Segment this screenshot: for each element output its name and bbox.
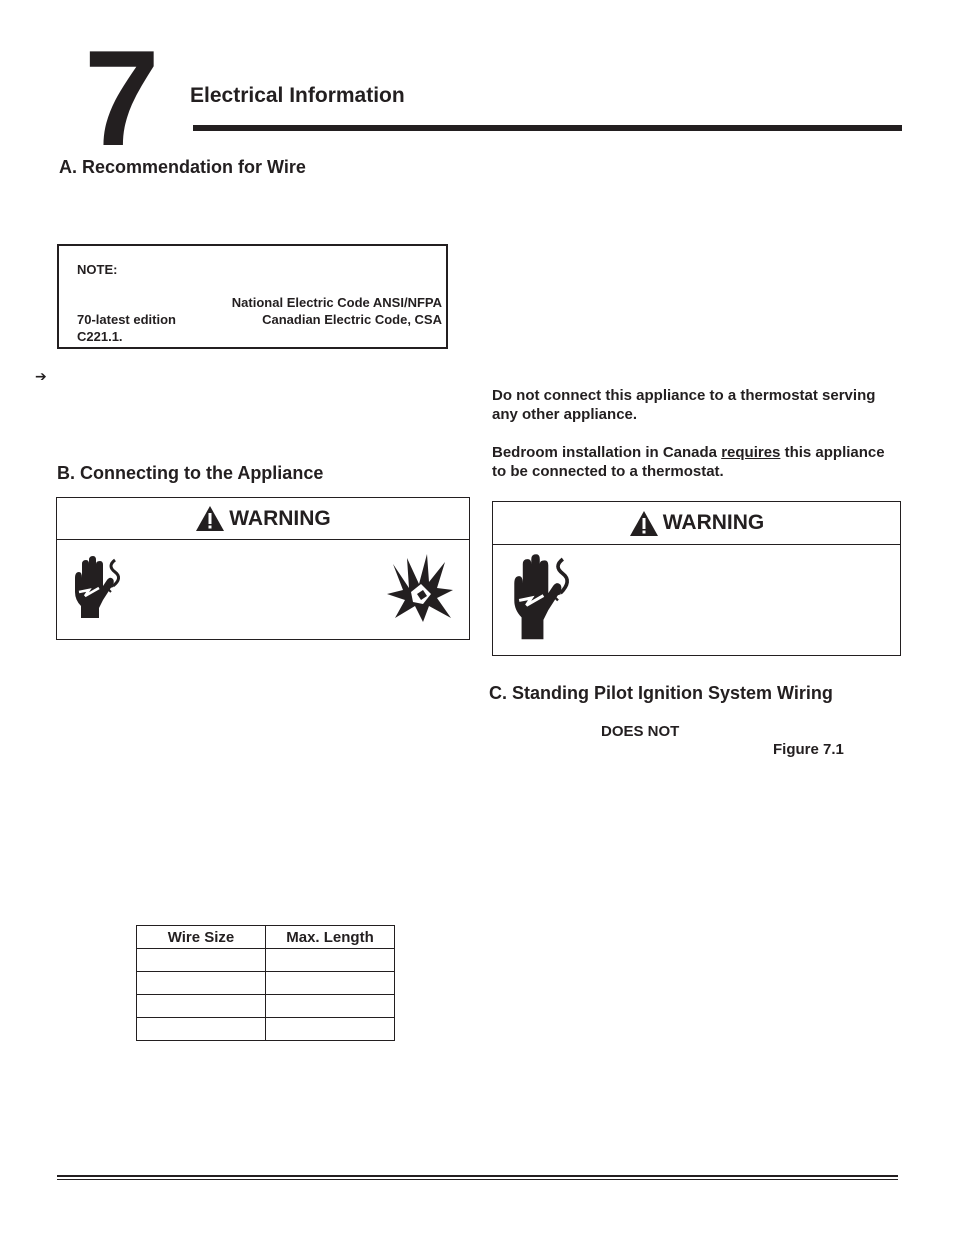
does-not-text: DOES NOT (601, 723, 680, 740)
bedroom-line-2: to be connected to a thermostat. (492, 463, 724, 480)
table-row (137, 972, 395, 995)
chapter-number: 7 (84, 22, 156, 174)
electric-shock-hand-icon (507, 554, 575, 642)
table-row (137, 995, 395, 1018)
chapter-rule (193, 125, 902, 131)
note-code-ca: Canadian Electric Code, CSA (262, 312, 442, 327)
table-cell (266, 995, 395, 1018)
explosion-icon (387, 554, 455, 624)
note-edition: 70-latest edition (77, 312, 176, 327)
table-cell (137, 972, 266, 995)
section-b-heading: B. Connecting to the Appliance (57, 463, 324, 483)
table-cell (137, 1018, 266, 1041)
electric-shock-hand-icon (69, 556, 125, 622)
thermostat-line-2: any other appliance. (492, 406, 638, 423)
chapter-title: Electrical Information (190, 84, 405, 107)
wire-size-table (136, 925, 395, 1041)
table-cell (266, 1018, 395, 1041)
warning-box-left (56, 497, 470, 640)
warning-title-right: WARNING (662, 511, 765, 534)
table-header-wire-size: Wire Size (137, 926, 266, 949)
table-header-max-length: Max. Length (266, 926, 395, 949)
note-box (57, 244, 448, 349)
section-c-heading: C. Standing Pilot Ignition System Wiring (489, 683, 833, 703)
bullet-arrow-icon: ➔ (35, 368, 47, 384)
section-a-heading: A. Recommendation for Wire (59, 157, 306, 177)
warning-header-right (493, 502, 900, 545)
table-cell (137, 949, 266, 972)
warning-triangle-icon (629, 510, 659, 537)
bedroom-requires: requires (721, 444, 781, 461)
figure-ref: Figure 7.1 (773, 741, 844, 758)
table-row (137, 949, 395, 972)
thermostat-line-1: Do not connect this appliance to a thermostat serving (492, 387, 876, 404)
note-label: NOTE: (77, 262, 118, 277)
table-cell (266, 949, 395, 972)
note-code-ca-num: C221.1. (77, 329, 123, 344)
warning-box-right (492, 501, 901, 656)
warning-triangle-icon (195, 505, 225, 532)
note-code-us: National Electric Code ANSI/NFPA (231, 295, 442, 310)
warning-title-left: WARNING (229, 506, 331, 530)
warning-header-left (57, 498, 469, 540)
bedroom-post: this appliance (780, 444, 885, 461)
footer-rule-thin (57, 1179, 898, 1180)
bedroom-pre: Bedroom installation in Canada (492, 444, 722, 461)
table-cell (266, 972, 395, 995)
table-cell (137, 995, 266, 1018)
table-header-row (137, 926, 395, 949)
table-row (137, 1018, 395, 1041)
bedroom-note (492, 443, 902, 481)
thermostat-note (492, 386, 902, 424)
footer-rule (57, 1175, 898, 1177)
